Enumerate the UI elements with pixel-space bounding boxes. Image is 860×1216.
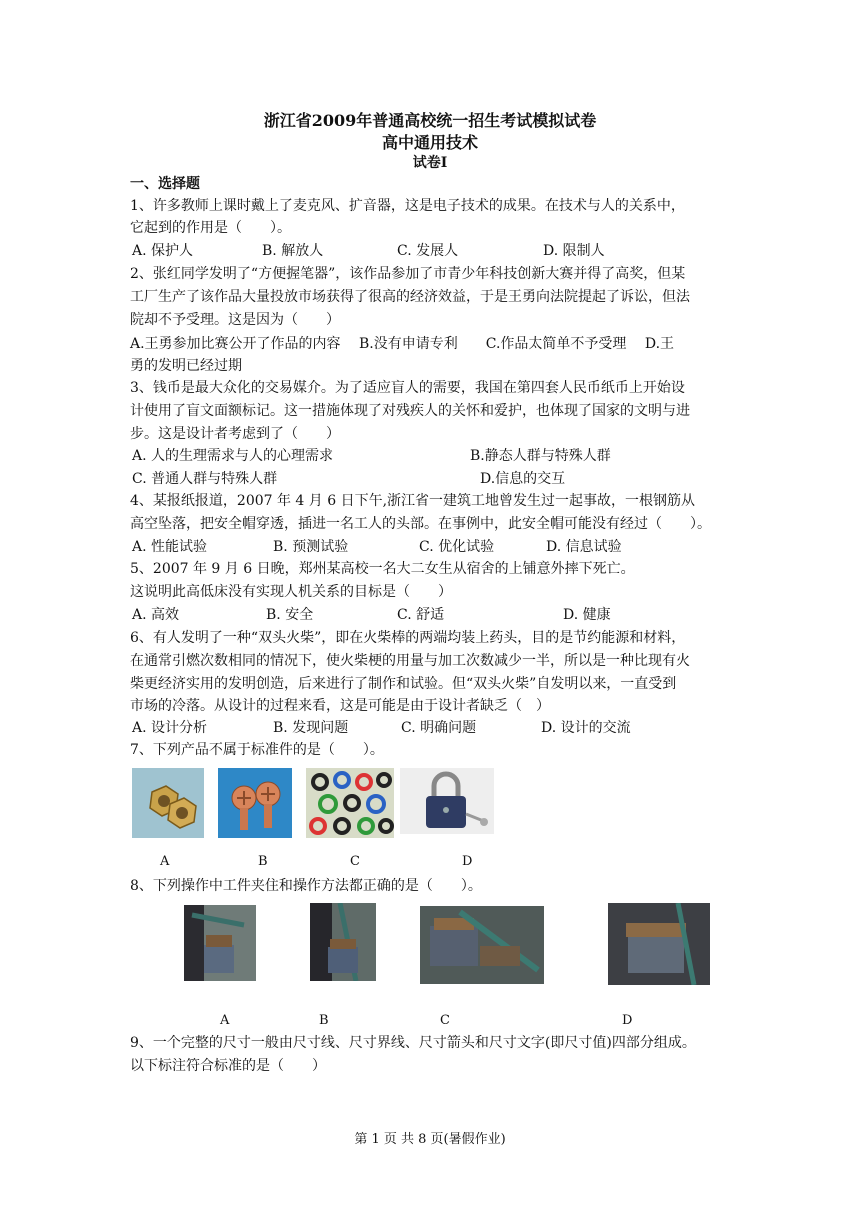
- q1-option-b: B. 解放人: [262, 243, 324, 259]
- exam-title: 浙江省2009年普通高校统一招生考试模拟试卷: [263, 111, 597, 130]
- q7-image-a-nuts: [132, 768, 204, 838]
- q3-line3: 步。这是设计者考虑到了（ ）: [130, 426, 340, 442]
- q6-option-a: A. 设计分析: [132, 720, 208, 736]
- q6-option-c: C. 明确问题: [401, 720, 477, 736]
- q5-line1: 5、2007 年 9 月 6 日晚，郑州某高校一名大二女生从宿舍的上铺意外摔下死亡。: [130, 561, 635, 577]
- q5-option-c: C. 舒适: [397, 607, 445, 623]
- q6-line1: 6、有人发明了一种“双头火柴”，即在火柴棒的两端均装上药头，目的是节约能源和材料，: [130, 630, 686, 646]
- q1-line1: 1、许多教师上课时戴上了麦克风、扩音器，这是电子技术的成果。在技术与人的关系中，: [130, 198, 685, 214]
- q6-line4: 市场的冷落。从设计的过程来看，这是可能是由于设计者缺乏（ ）: [130, 698, 550, 714]
- q1-line2: 它起到的作用是（ ）。: [130, 220, 291, 236]
- q9-line1: 9、一个完整的尺寸一般由尺寸线、尺寸界线、尺寸箭头和尺寸文字(即尺寸值)四部分组成。: [130, 1035, 696, 1051]
- q2-line1: 2、张红同学发明了“方便握笔器”，该作品参加了市青少年科技创新大赛并得了高奖，但某: [130, 266, 686, 282]
- q8-caption-a: A: [220, 1013, 230, 1028]
- q2-line2: 工厂生产了该作品大量投放市场获得了很高的经济效益，于是王勇向法院提起了诉讼，但法: [130, 289, 690, 305]
- q1-option-d: D. 限制人: [543, 243, 605, 259]
- q7-image-b-screws: [218, 768, 292, 838]
- q8-image-d: [608, 903, 710, 985]
- q6-line2: 在通常引燃次数相同的情况下，使火柴梗的用量与加工次数减少一半，所以是一种比现有火: [130, 653, 690, 669]
- q8-image-c: [420, 906, 544, 984]
- q6-option-d: D. 设计的交流: [541, 720, 631, 736]
- q3-option-b: B.静态人群与特殊人群: [470, 448, 611, 464]
- q9-line2: 以下标注符合标准的是（ ）: [130, 1058, 326, 1074]
- q2-line3: 院却不予受理。这是因为（ ）: [130, 312, 340, 328]
- exam-subtitle: 高中通用技术: [381, 133, 478, 152]
- q3-option-a: A. 人的生理需求与人的心理需求: [132, 448, 334, 464]
- q3-option-c: C. 普通人群与特殊人群: [132, 471, 278, 487]
- q8-caption-d: D: [622, 1013, 633, 1028]
- q4-option-c: C. 优化试验: [419, 539, 495, 555]
- q1-option-c: C. 发展人: [397, 243, 459, 259]
- q2-line4: A.王勇参加比赛公开了作品的内容 B.没有申请专利 C.作品太简单不予受理 D.王: [130, 336, 675, 352]
- q4-line2: 高空坠落，把安全帽穿透，插进一名工人的头部。在事例中，此安全帽可能没有经过（ ）。: [130, 516, 711, 532]
- q2-line5: 勇的发明已经过期: [130, 358, 242, 374]
- q8-caption-b: B: [319, 1013, 329, 1028]
- q5-line2: 这说明此高低床没有实现人机关系的目标是（ ）: [130, 584, 452, 600]
- q5-option-d: D. 健康: [563, 607, 611, 623]
- q8-image-b: [310, 903, 376, 981]
- q6-line3: 柴更经济实用的发明创造，后来进行了制作和试验。但“双头火柴”自发明以来，一直受到: [130, 676, 677, 692]
- q7-line1: 7、下列产品不属于标准件的是（ ）。: [130, 742, 384, 758]
- q8-image-a: [184, 905, 256, 981]
- q7-image-c-rings: [306, 768, 394, 838]
- q8-line1: 8、下列操作中工件夹住和操作方法都正确的是（ ）。: [130, 878, 482, 894]
- q7-caption-a: A: [160, 854, 170, 869]
- q4-option-b: B. 预测试验: [273, 539, 349, 555]
- q4-line1: 4、某报纸报道，2007 年 4 月 6 日下午,浙江省一建筑工地曾发生过一起事故，一根钢筋从: [130, 493, 696, 509]
- q8-caption-c: C: [440, 1013, 450, 1028]
- exam-part: 试卷Ⅰ: [412, 155, 448, 171]
- q3-line1: 3、钱币是最大众化的交易媒介。为了适应盲人的需要，我国在第四套人民币纸币上开始设: [130, 380, 685, 396]
- q1-option-a: A. 保护人: [132, 243, 194, 259]
- q5-option-a: A. 高效: [132, 607, 180, 623]
- q4-option-d: D. 信息试验: [546, 539, 622, 555]
- q3-option-d: D.信息的交互: [480, 471, 566, 487]
- q6-option-b: B. 发现问题: [273, 720, 349, 736]
- page-footer: 第 1 页 共 8 页(暑假作业): [354, 1132, 506, 1147]
- q7-caption-d: D: [462, 854, 473, 869]
- q7-caption-c: C: [350, 854, 360, 869]
- q5-option-b: B. 安全: [266, 607, 314, 623]
- section-heading: 一、选择题: [130, 176, 200, 192]
- q4-option-a: A. 性能试验: [132, 539, 208, 555]
- q3-line2: 计使用了盲文面额标记。这一措施体现了对残疾人的关怀和爱护，也体现了国家的文明与进: [130, 403, 690, 419]
- q7-caption-b: B: [258, 854, 268, 869]
- q7-image-d-padlock: [400, 768, 494, 834]
